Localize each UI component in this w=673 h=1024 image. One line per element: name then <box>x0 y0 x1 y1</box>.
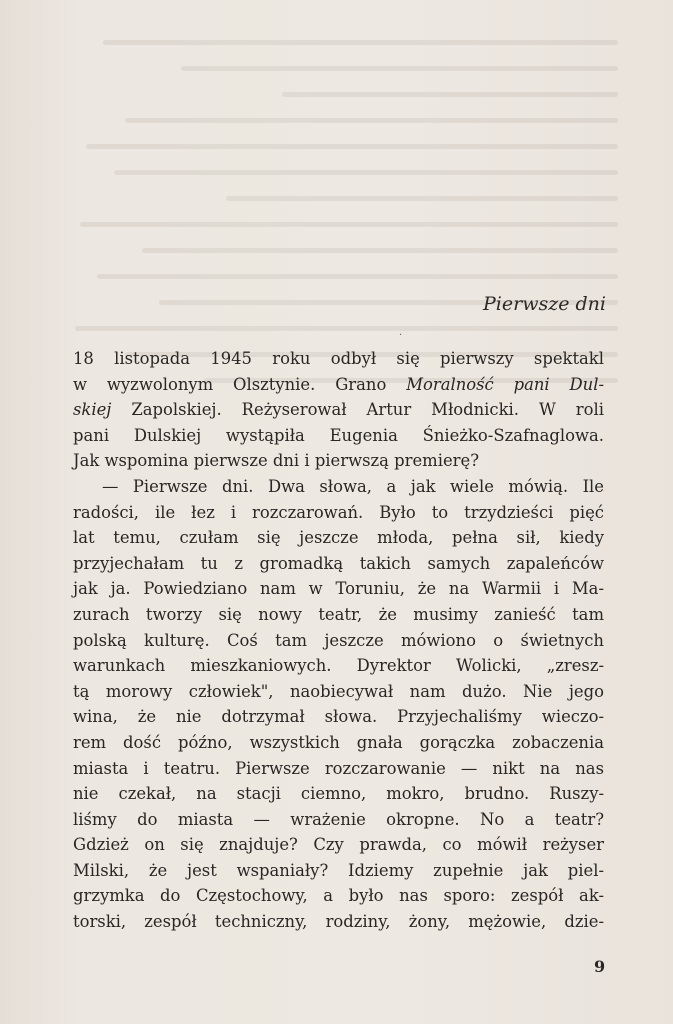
bleed-through-line <box>226 196 618 201</box>
italic-title-text: skiej <box>73 400 112 420</box>
text-segment: rem dość późno, wszystkich gnała gorączka zobaczenia <box>73 732 604 752</box>
bleed-through-line <box>75 326 618 331</box>
text-segment: przyjechałam tu z gromadką takich samych zapaleńców <box>73 553 604 573</box>
text-line <box>73 551 604 577</box>
italic-title-text: Moralność pani Dul- <box>406 374 604 394</box>
text-line <box>73 397 604 423</box>
page-number <box>594 957 605 976</box>
text-segment: miasta i teatru. Pierwsze rozczarowanie — nikt na nas <box>73 758 604 778</box>
text-segment: lat temu, czułam się jeszcze młoda, pełna sił, kiedy <box>73 528 604 548</box>
text-line <box>73 372 604 398</box>
text-segment: Milski, że jest wspaniały? Idziemy zupełnie jak piel- <box>73 860 604 880</box>
text-segment: polską kulturę. Coś tam jeszcze mówiono o świetnych <box>73 630 604 650</box>
text-line <box>73 525 604 551</box>
text-segment: jak ja. Powiedziano nam w Toruniu, że na Warmii i Ma- <box>73 579 604 599</box>
text-line <box>73 448 604 474</box>
text-line <box>73 909 604 935</box>
text-segment: 18 listopada 1945 roku odbył się pierwszy spektakl <box>73 349 604 368</box>
text-line <box>73 832 604 858</box>
text-segment: zurach tworzy się nowy teatr, że musimy zanieść tam <box>73 604 604 624</box>
bleed-through-line <box>181 66 618 71</box>
text-line <box>73 807 604 833</box>
page-number-value: 9 <box>594 957 606 976</box>
text-segment: w wyzwolonym Olsztynie. Grano <box>73 374 407 394</box>
bleed-through-line <box>282 92 618 97</box>
text-line <box>73 679 604 705</box>
text-line <box>73 423 604 449</box>
text-segment: warunkach mieszkaniowych. Dyrektor Wolicki, „zresz- <box>73 656 604 676</box>
text-segment: nie czekał, na stacji ciemno, mokro, brudno. Ruszy- <box>73 784 604 804</box>
text-line <box>73 730 604 756</box>
text-line <box>73 756 604 782</box>
text-segment: grzymka do Częstochowy, a było nas sporo: zespół ak- <box>73 886 604 906</box>
text-line <box>73 628 604 654</box>
text-line <box>73 653 604 679</box>
bleed-through-line <box>86 144 618 149</box>
body-text <box>73 346 604 935</box>
text-segment: wina, że nie dotrzymał słowa. Przyjechaliśmy wieczo- <box>73 707 604 727</box>
bleed-through-line <box>125 118 618 123</box>
text-segment: liśmy do miasta — wrażenie okropne. No a teatr? <box>73 809 604 829</box>
text-segment: torski, zespół techniczny, rodziny, żony, mężowie, dzie- <box>73 912 604 932</box>
text-segment: Zapolskiej. Reżyserował Artur Młodnicki. W roli <box>111 400 604 420</box>
text-line <box>73 500 604 526</box>
text-line <box>73 576 604 602</box>
text-line <box>73 858 604 884</box>
text-line <box>73 704 604 730</box>
text-segment: radości, ile łez i rozczarowań. Było to trzydzieści pięć <box>73 502 604 522</box>
text-segment: tą morowy człowiek", naobiecywał nam dużo. Nie jego <box>73 681 604 701</box>
text-line <box>73 781 604 807</box>
bleed-through-line <box>80 222 618 227</box>
text-line <box>73 346 604 372</box>
bleed-through-line <box>142 248 618 253</box>
text-segment: — Pierwsze dni. Dwa słowa, a jak wiele mówią. Ile <box>102 476 604 496</box>
text-segment: Jak wspomina pierwsze dni i pierwszą premierę? <box>73 451 479 471</box>
text-line <box>73 474 604 500</box>
text-segment: pani Dulskiej wystąpiła Eugenia Śnieżko-Szafnaglowa. <box>73 425 604 445</box>
paper-speck: · <box>399 330 403 341</box>
text-segment: Gdzież on się znajduje? Czy prawda, co mówił reżyser <box>73 835 604 855</box>
text-line <box>73 883 604 909</box>
running-heading: Pierwsze dni <box>483 293 606 315</box>
bleed-through-line <box>114 170 618 175</box>
bleed-through-line <box>97 274 618 279</box>
text-line <box>73 602 604 628</box>
bleed-through-line <box>103 40 618 45</box>
